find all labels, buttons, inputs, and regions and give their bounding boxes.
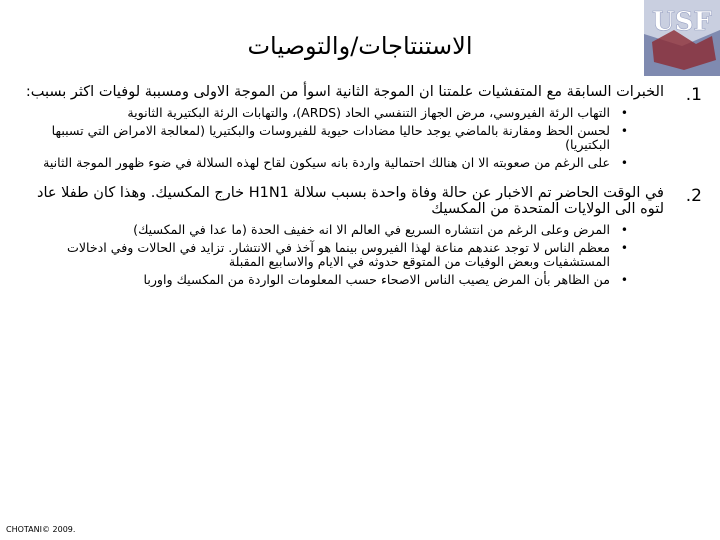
bullet-item: • من الظاهر بأن المرض يصيب الناس الاصحاء حسب المعلومات الواردة من المكسيك واوربا: [20, 273, 630, 288]
bullet-item: • على الرغم من صعوبته الا ان هنالك احتمالية واردة بانه سيكون لقاح لهذه السلالة في ضوء ظهور الموجة الثانية: [20, 156, 630, 171]
bullet-item: • معظم الناس لا توجد عندهم مناعة لهذا الفيروس بينما هو آخذ في الانتشار. تزايد في الحالات وفي ادخالات المستشفيات وبعض الوفيات من المتوقع حدوثه في الايام والاسابيع المقبلة: [20, 241, 630, 270]
point-body: [20, 84, 664, 173]
bullet-item: • لحسن الحظ ومقارنة بالماضي يوجد حاليا مضادات حيوية للفيروسات والبكتيريا (لمعالجة الامراض التي تسببها البكتيريا): [20, 124, 630, 153]
bullet-item: • التهاب الرئة الفيروسي، مرض الجهاز التنفسي الحاد (ARDS)، والتهابات الرئة البكتيرية الثانوية: [20, 106, 630, 121]
usf-logo: [644, 0, 720, 76]
bullet-item: • المرض وعلى الرغم من انتشاره السريع في العالم الا انه خفيف الحدة (ما عدا في المكسيك): [20, 223, 630, 238]
main-content: [20, 84, 702, 290]
bullet-list: [20, 223, 664, 287]
point-number: 2.: [685, 186, 702, 206]
bullet-list: [20, 106, 664, 170]
point-1: [20, 84, 702, 173]
point-text: الخبرات السابقة مع المتفشيات علمتنا ان الموجة الثانية اسوأ من الموجة الاولى ومسببة لوفيات اكثر بسبب:: [25, 84, 664, 100]
copyright-footer: CHOTANI© 2009.: [6, 525, 76, 534]
point-number: 1.: [685, 85, 702, 105]
page-title: الاستنتاجات/والتوصيات: [247, 32, 473, 60]
logo-text: USF: [652, 7, 712, 37]
point-text: في الوقت الحاضر تم الاخبار عن حالة وفاة واحدة بسبب سلالة H1N1 خارج المكسيك. وهذا كان طفلا عاد لتوه الى الولايات المتحدة من المكسيك: [37, 185, 664, 217]
point-body: [20, 185, 664, 290]
point-2: [20, 185, 702, 290]
